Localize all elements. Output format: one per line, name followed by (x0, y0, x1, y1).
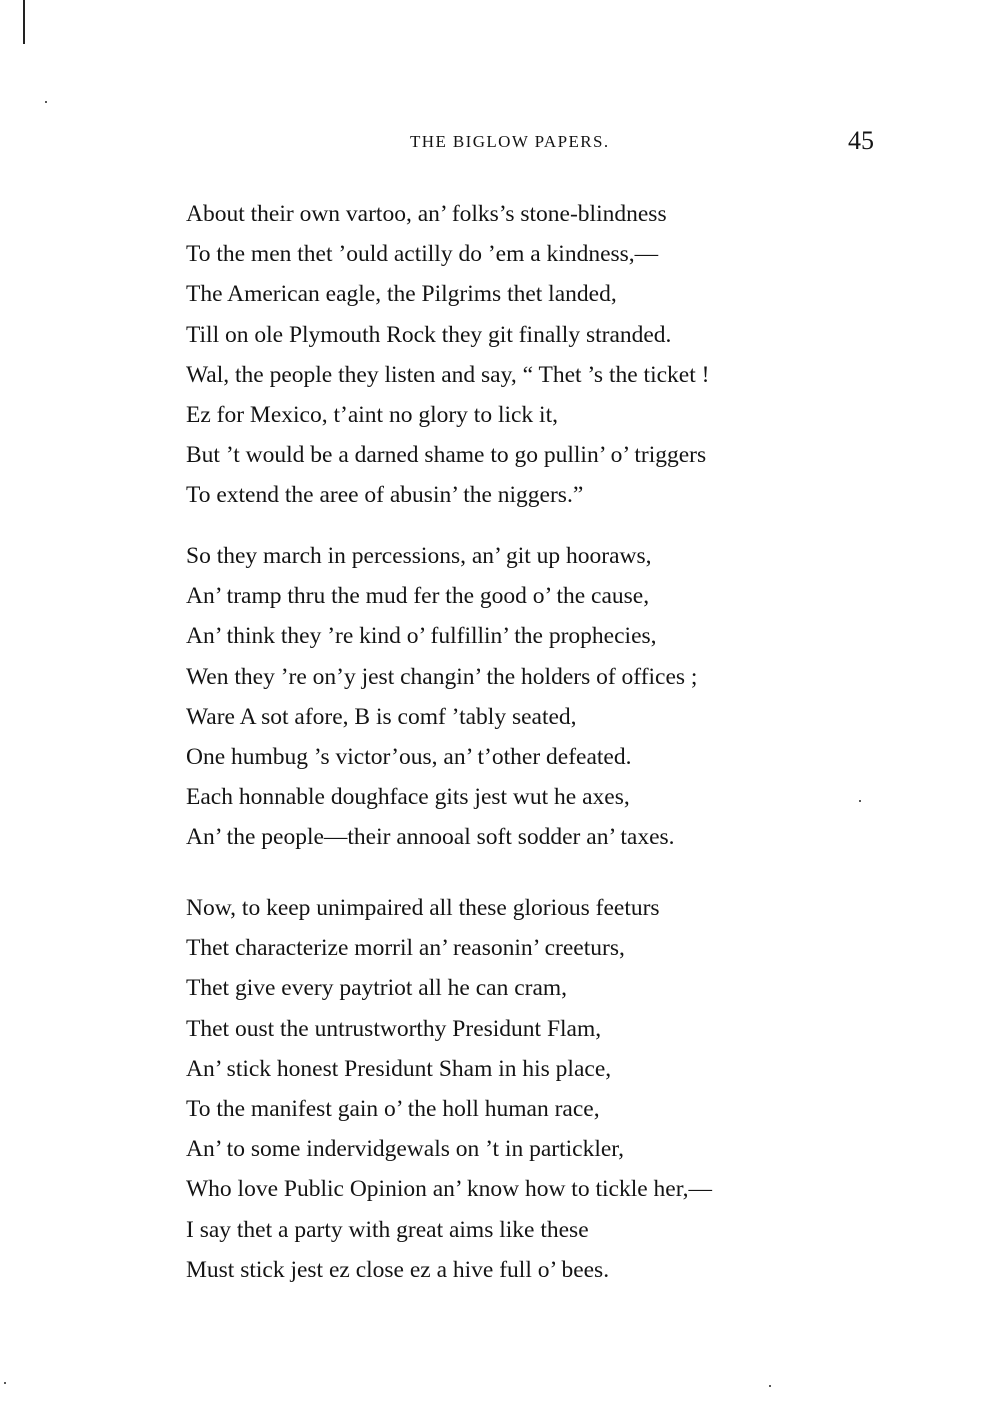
verse-line: An’ think they ’re kind o’ fulfillin’ the prophecies, (186, 623, 657, 650)
verse-line: Ware A sot afore, B is comf ’tably seated, (186, 703, 577, 730)
verse-line: About their own vartoo, an’ folks’s stone-blindness (186, 201, 667, 227)
scan-speck (45, 101, 47, 103)
verse-line: Thet characterize morril an’ reasonin’ creeturs, (186, 935, 625, 962)
verse-line: Wen they ’re on’y jest changin’ the holders of offices ; (186, 663, 698, 690)
verse-line: Each honnable doughface gits jest wut he axes, (186, 784, 630, 811)
verse-line: To the manifest gain o’ the holl human race, (186, 1095, 600, 1122)
verse-line: I say thet a party with great aims like these (186, 1216, 589, 1243)
scan-edge-mark (23, 0, 25, 44)
verse-line: An’ stick honest Presidunt Sham in his place, (186, 1055, 612, 1082)
verse-line: An’ the people—their annooal soft sodder an’ taxes. (186, 824, 675, 851)
verse-line: Ez for Mexico, t’aint no glory to lick it, (186, 401, 558, 428)
verse-line: Thet oust the untrustworthy Presidunt Flam, (186, 1015, 602, 1042)
verse-line: The American eagle, the Pilgrims thet landed, (186, 281, 617, 308)
verse-line: One humbug ’s victor’ous, an’ t’other defeated. (186, 743, 632, 770)
scan-speck (4, 1382, 6, 1384)
verse-line: An’ to some indervidgewals on ’t in partickler, (186, 1136, 625, 1163)
stanza-3 (186, 888, 712, 1290)
verse-line: Till on ole Plymouth Rock they git finally stranded. (186, 321, 672, 348)
page-header (186, 126, 874, 158)
verse-line: Must stick jest ez close ez a hive full o’ bees. (186, 1256, 610, 1283)
verse-line: But ’t would be a darned shame to go pullin’ o’ triggers (186, 442, 707, 469)
scan-speck (859, 800, 861, 802)
verse-line: Thet give every paytriot all he can cram, (186, 975, 568, 1002)
verse-line: Who love Public Opinion an’ know how to tickle her,— (186, 1176, 712, 1203)
verse-line: Wal, the people they listen and say, “ Thet ’s the ticket ! (186, 361, 710, 388)
verse-line: So they march in percessions, an’ git up hooraws, (186, 543, 652, 569)
stanza-2 (186, 536, 697, 858)
verse-line: To the men thet ’ould actilly do ’em a kindness,— (186, 241, 659, 268)
scan-speck (769, 1385, 771, 1387)
running-head: THE BIGLOW PAPERS. (410, 132, 610, 151)
stanza-1 (186, 194, 709, 516)
verse-line: Now, to keep unimpaired all these glorious feeturs (186, 895, 660, 921)
verse-line: To extend the aree of abusin’ the niggers.” (186, 482, 584, 509)
verse-line: An’ tramp thru the mud fer the good o’ the cause, (186, 583, 650, 610)
page-number: 45 (848, 126, 874, 155)
